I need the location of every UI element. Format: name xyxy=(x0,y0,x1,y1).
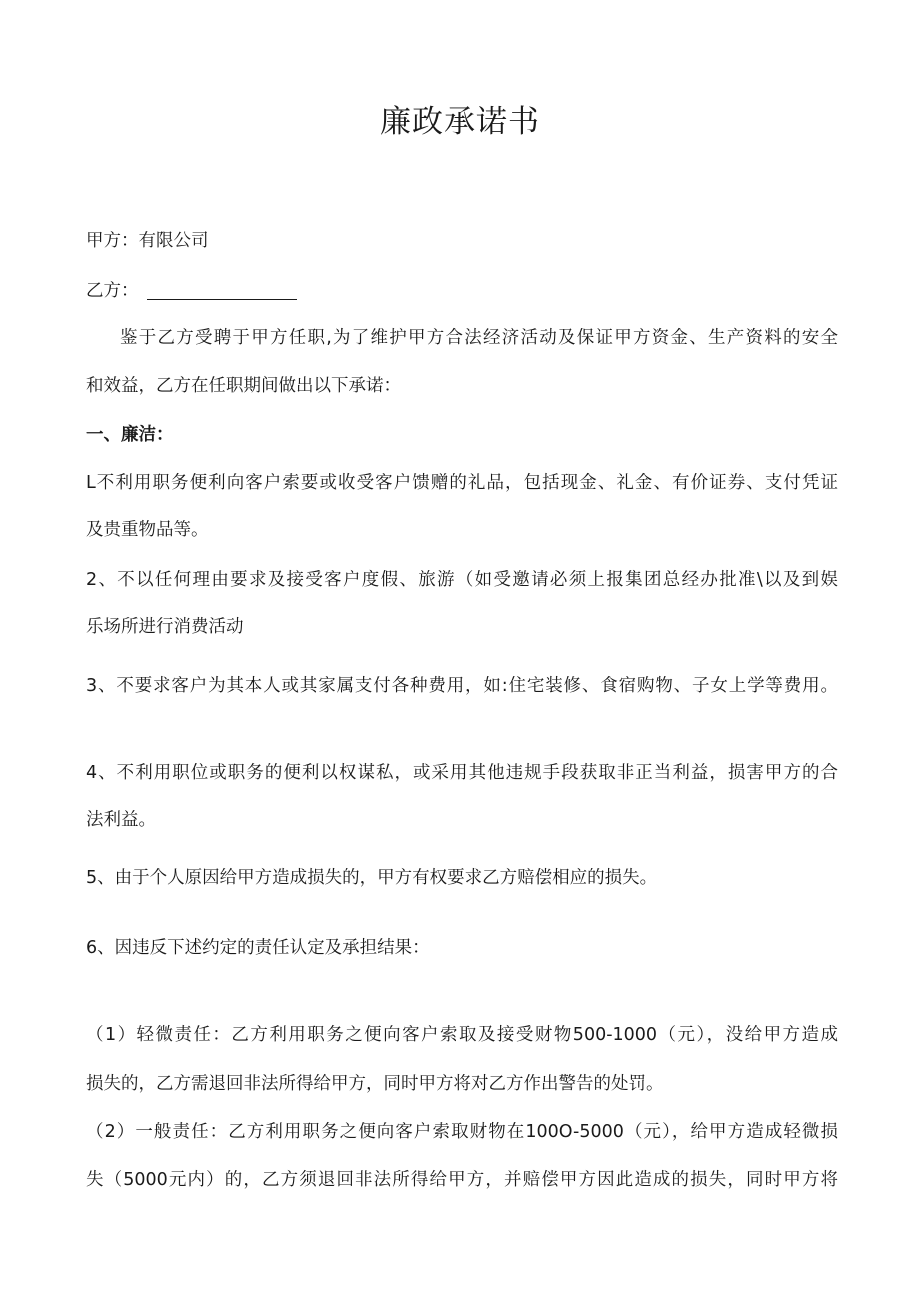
item-1-line-2: 及贵重物品等。 xyxy=(86,520,209,540)
item-3-line-1: 3、不要求客户为其本人或其家属支付各种费用，如:住宅装修、食宿购物、子女上学等费用。 xyxy=(86,676,838,696)
item-4-line-1: 4、不利用职位或职务的便利以权谋私，或采用其他违规手段获取非正当利益，损害甲方的合 xyxy=(86,763,838,783)
intro-line-1: 鉴于乙方受聘于甲方任职,为了维护甲方合法经济活动及保证甲方资金、生产资料的安全 xyxy=(120,328,838,348)
party-b-line xyxy=(86,279,838,303)
item-4-line-2: 法利益。 xyxy=(86,810,156,830)
sub-item-1-line-2: 损失的，乙方需退回非法所得给甲方，同时甲方将对乙方作出警告的处罚。 xyxy=(86,1074,664,1094)
party-b-label: 乙方： xyxy=(86,281,139,301)
item-2-line-1: 2、不以任何理由要求及接受客户度假、旅游（如受邀请必须上报集团总经办批准\以及到娱 xyxy=(86,570,838,590)
sub-item-2-line-1: （2）一般责任：乙方利用职务之便向客户索取财物在100O-5000（元），给甲方造成轻微损 xyxy=(86,1122,838,1142)
item-6-line-1: 6、因违反下述约定的责任认定及承担结果： xyxy=(86,938,430,958)
section-heading-integrity: 一、廉洁： xyxy=(86,425,174,445)
item-5-line-1: 5、由于个人原因给甲方造成损失的，甲方有权要求乙方赔偿相应的损失。 xyxy=(86,868,658,888)
sub-item-2-line-2: 失（5000元内）的，乙方须退回非法所得给甲方，并赔偿甲方因此造成的损失，同时甲方将 xyxy=(86,1170,838,1190)
document-title: 廉政承诺书 xyxy=(380,104,540,140)
intro-line-2: 和效益，乙方在任职期间做出以下承诺： xyxy=(86,376,401,396)
item-2-line-2: 乐场所进行消费活动 xyxy=(86,617,244,637)
item-1-line-1: L不利用职务便利向客户索要或收受客户馈赠的礼品，包括现金、礼金、有价证券、支付凭证 xyxy=(86,473,838,493)
party-b-blank xyxy=(147,281,297,300)
sub-item-1-line-1: （1）轻微责任：乙方利用职务之便向客户索取及接受财物500-1000（元），没给甲方造成 xyxy=(86,1025,838,1045)
party-a-line: 甲方：有限公司 xyxy=(86,231,209,251)
